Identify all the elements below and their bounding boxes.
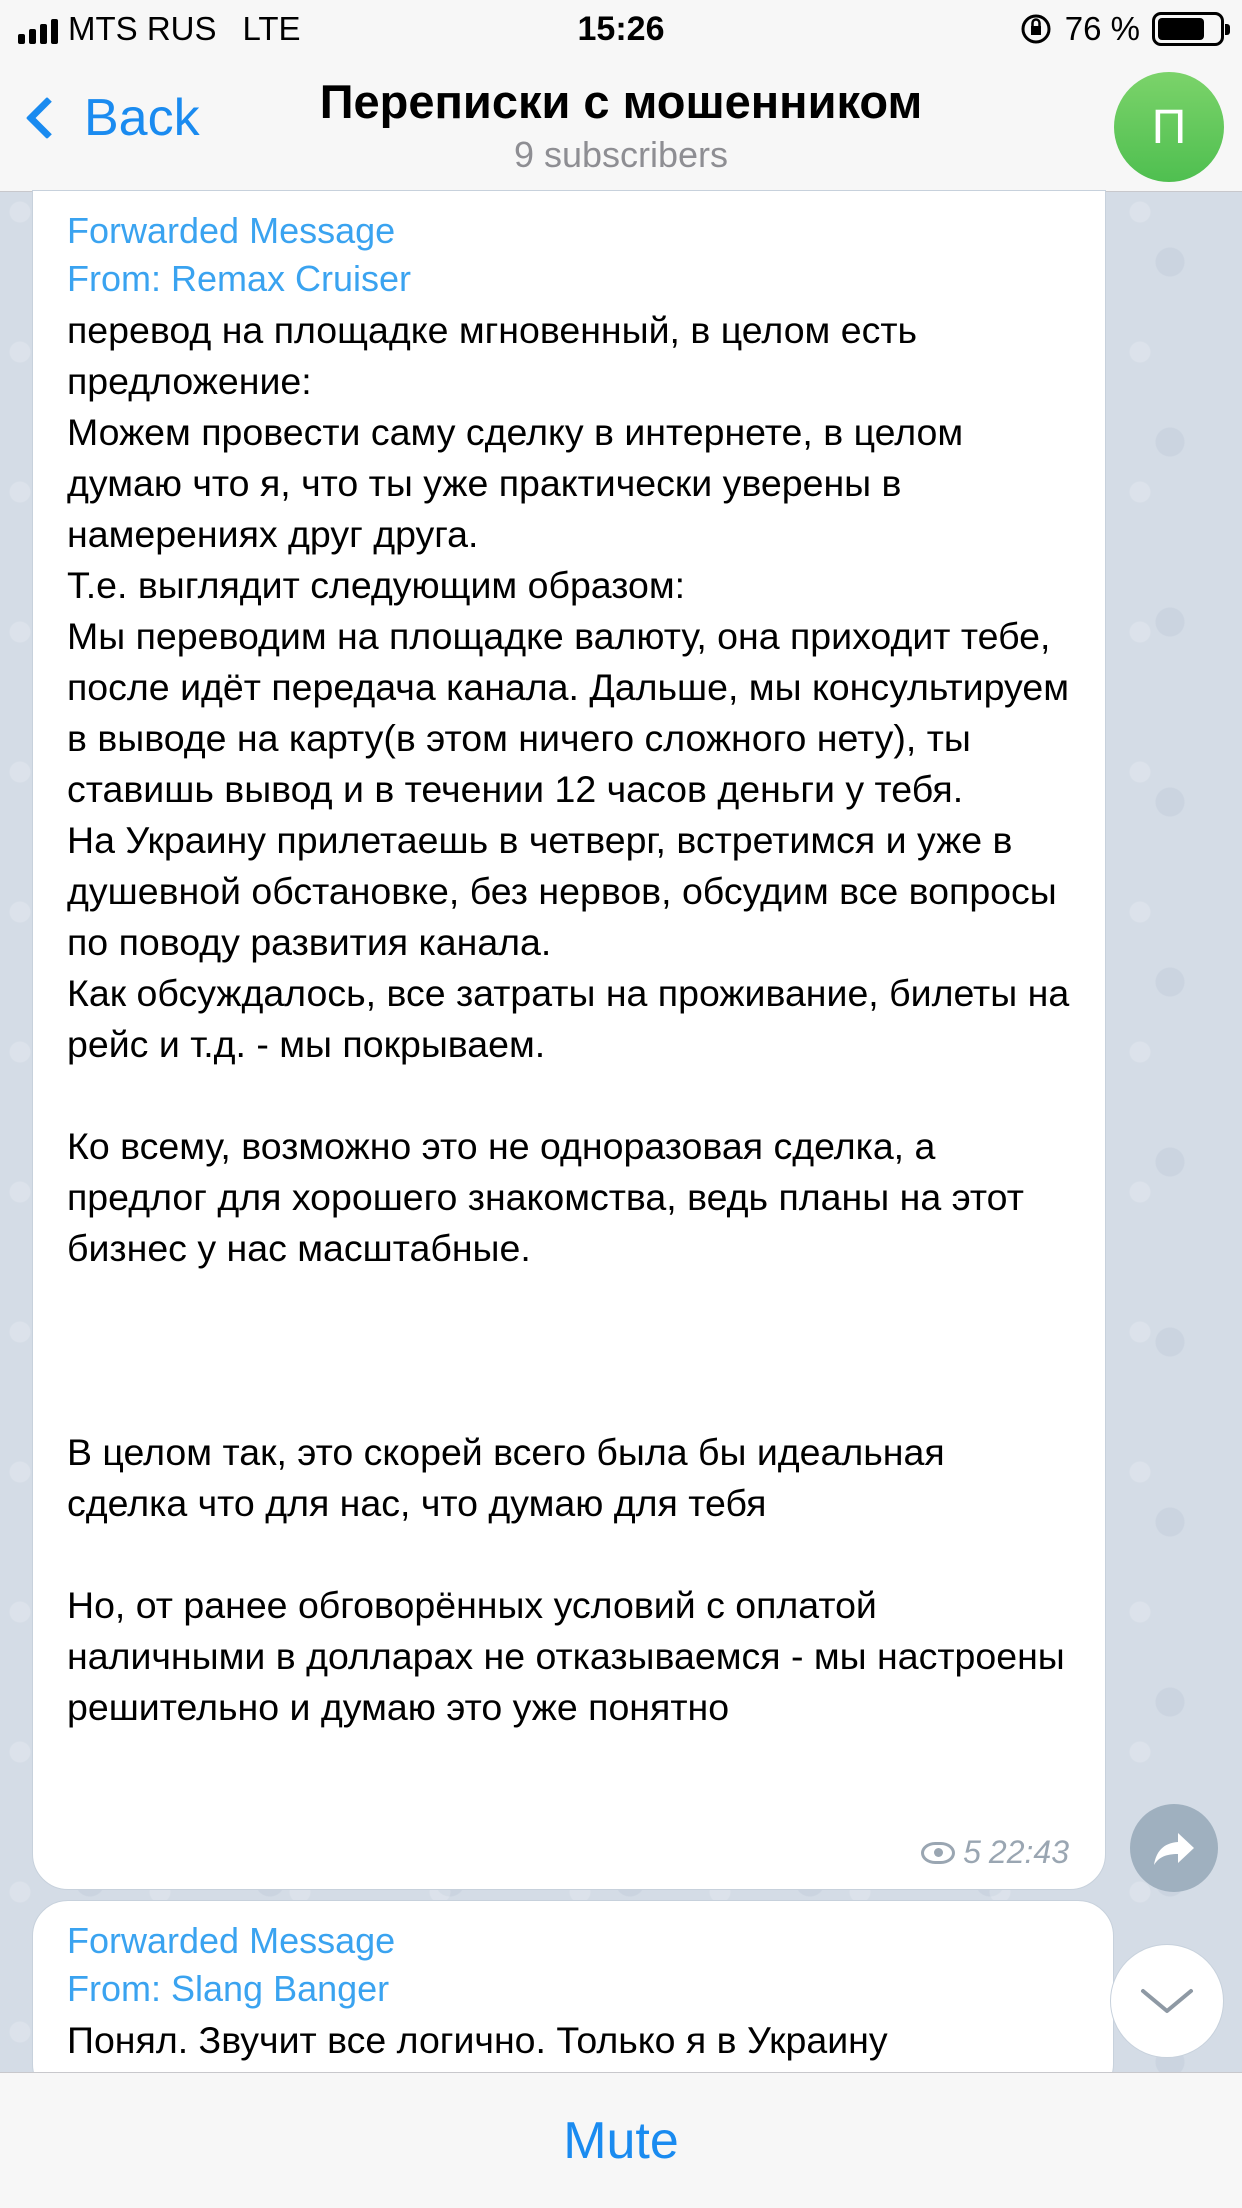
message-meta [921, 1834, 1069, 1871]
message-text: Понял. Звучит все логично. Только я в Украину [67, 2019, 888, 2061]
status-time: 15:26 [577, 10, 665, 48]
network-label: LTE [242, 10, 301, 47]
forwarded-from [67, 1965, 1079, 2013]
from-name[interactable]: Remax Cruiser [171, 258, 412, 299]
avatar-letter: П [1151, 100, 1187, 154]
share-icon [1152, 1829, 1196, 1867]
status-right [1019, 10, 1224, 48]
channel-avatar[interactable] [1114, 72, 1224, 182]
status-bar [0, 0, 1242, 62]
from-prefix: From: [67, 1968, 171, 2009]
scroll-down-button[interactable] [1110, 1944, 1224, 2058]
forwarded-label: Forwarded Message [67, 1920, 396, 1961]
carrier-label: MTS RUS [68, 10, 217, 47]
back-label: Back [84, 89, 200, 147]
message-text: перевод на площадке мгновенный, в целом есть предложение: Можем провести саму сделку в интернете, в целом думаю что я, что ты уже практически уверены в намерениях друг друга. Т.е. выглядит следующим образом: Мы переводим на площадке валюту, она приходит тебе, после идёт передача канала. Дальше, мы консультируем в выводе на карту(в этом ничего сложного нету), ты ставишь вывод и в течении 12 часов деньги у тебя. На Украину прилетаешь в четверг, встретимся и уже в душевной обстановке, без нервов, обсудим все вопросы по поводу развития канала. Как обсуждалось, все затраты на проживание, билеты на рейс и т.д. - мы покрываем. Ко всему, возможно это не одноразовая сделка, а предлог для хорошего знакомства, ведь планы на этот бизнес у нас масштабные. В целом так, это скорей всего была бы идеальная сделка что для нас, что думаю для тебя Но, от ранее обговорённых условий с оплатой наличными в долларах не отказываемся - мы настроены решительно и думаю это уже понятно [67, 309, 1070, 1728]
share-button[interactable] [1130, 1804, 1218, 1892]
subscriber-count: 9 subscribers [513, 134, 729, 175]
eye-icon [921, 1842, 955, 1864]
view-count: 5 [963, 1834, 981, 1870]
message-time: 22:43 [988, 1834, 1069, 1870]
chevron-down-icon [1139, 1985, 1195, 2017]
orientation-lock-icon [1019, 12, 1053, 46]
battery-percent: 76 % [1064, 10, 1140, 47]
mute-button[interactable]: Mute [563, 2111, 679, 2170]
forwarded-label: Forwarded Message [67, 210, 396, 251]
battery-icon [1152, 12, 1224, 46]
nav-bar [0, 62, 1242, 192]
bottom-bar [0, 2072, 1242, 2208]
message-bubble[interactable] [32, 190, 1106, 1890]
forwarded-from [67, 255, 1071, 303]
from-prefix: From: [67, 258, 171, 299]
channel-title[interactable]: Переписки с мошенником [319, 75, 923, 128]
message-bubble[interactable] [32, 1900, 1114, 2100]
from-name[interactable]: Slang Banger [171, 1968, 390, 2009]
